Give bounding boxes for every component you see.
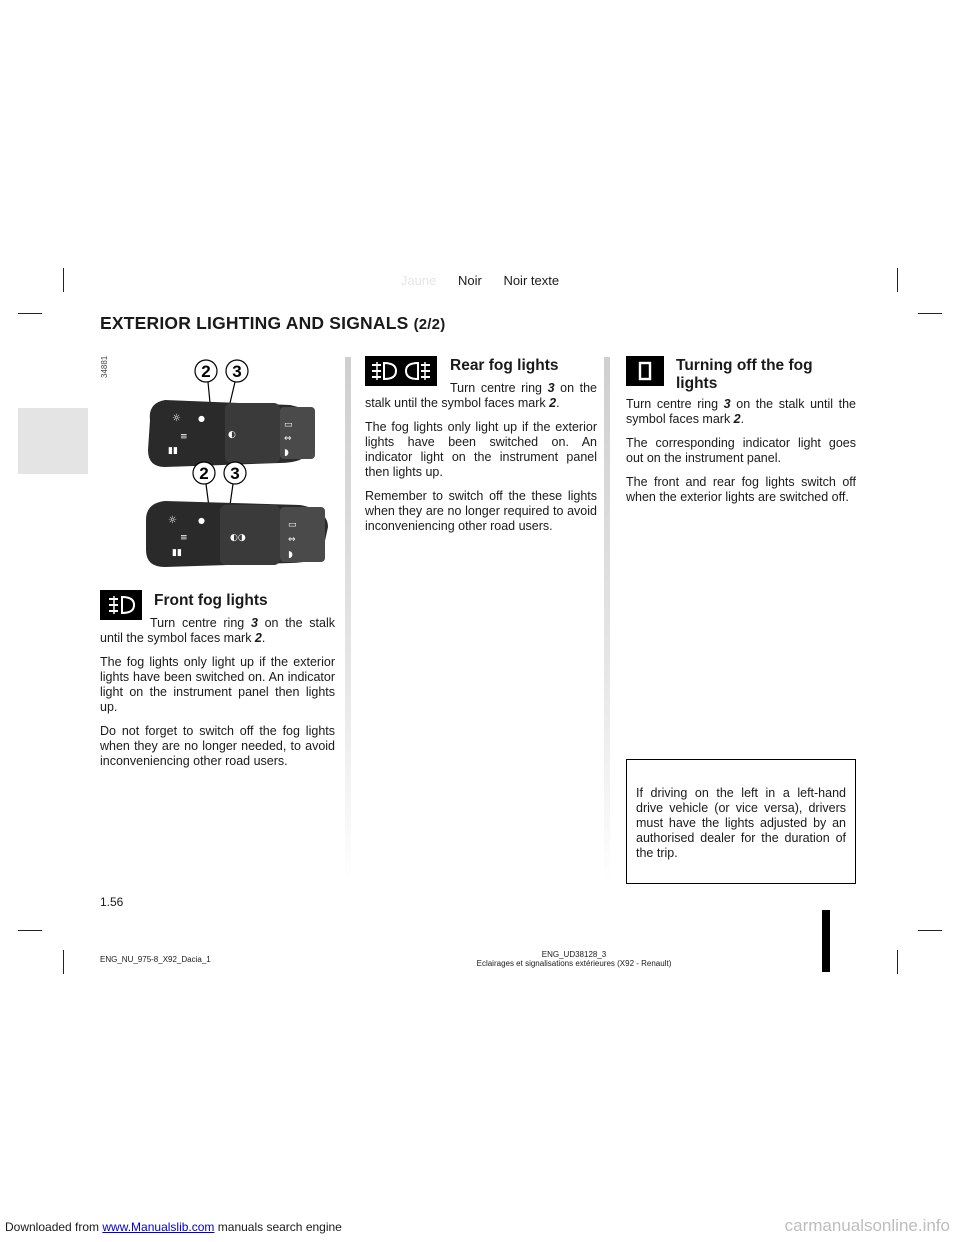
print-color-marks	[0, 273, 960, 288]
svg-text:⇔: ⇔	[288, 535, 296, 545]
svg-text:●: ●	[198, 414, 205, 423]
document-reference-left: ENG_NU_975-8_X92_Dacia_1	[100, 955, 211, 964]
note-text: If driving on the left in a left-hand drive vehicle (or vice versa), drivers must have the lights adjusted by an authorised dealer for the duration of the trip.	[636, 786, 846, 860]
rear-fog-p1: Turn centre ring 3 on the stalk until the symbol faces mark 2.	[365, 381, 597, 410]
svg-text:☼: ☼	[168, 515, 177, 526]
fog-off-icon	[626, 356, 664, 386]
color-mark-noir: Noir	[457, 273, 482, 288]
turning-off-p1: Turn centre ring 3 on the stalk until the symbol faces mark 2.	[626, 397, 856, 426]
svg-text:◐: ◐	[228, 430, 236, 440]
rear-fog-p2: The fog lights only light up if the exterior lights have been switched on. An indicator light on the instrument panel then lights up.	[365, 420, 597, 479]
svg-text:▮▮: ▮▮	[168, 446, 178, 456]
page-number: 1.56	[100, 895, 124, 909]
svg-text:▭: ▭	[284, 420, 293, 430]
watermark-prefix: Downloaded from	[5, 1220, 103, 1234]
turning-off-p2: The corresponding indicator light goes out on the instrument panel.	[626, 436, 856, 465]
download-watermark	[5, 1220, 342, 1234]
crop-mark	[897, 950, 898, 974]
front-fog-p2: The fog lights only light up if the exterior lights have been switched on. An indicator light on the instrument panel then lights up.	[100, 655, 335, 714]
crop-mark	[18, 930, 42, 931]
front-fog-p3: Do not forget to switch off the fog lights when they are no longer needed, to avoid inconveniencing other road users.	[100, 724, 335, 768]
rear-fog-body	[365, 381, 597, 543]
svg-text:≡: ≡	[180, 432, 188, 442]
svg-text:◗: ◗	[288, 550, 293, 560]
reference-title: Eclairages et signalisations extérieures (X92 - Renault)	[476, 959, 672, 968]
svg-text:≡: ≡	[180, 533, 188, 543]
svg-text:●: ●	[198, 516, 205, 525]
svg-text:▮▮: ▮▮	[172, 548, 182, 558]
svg-text:◗: ◗	[284, 448, 289, 458]
figure-code: 34881	[100, 355, 109, 378]
reference-code: ENG_UD38128_3	[541, 950, 607, 959]
svg-text:⇔: ⇔	[284, 434, 292, 444]
rear-fog-p3: Remember to switch off the these lights when they are no longer required to avoid inconveniencing other road users.	[365, 489, 597, 533]
color-mark-jaune: Jaune	[400, 273, 437, 288]
svg-text:◐◑: ◐◑	[230, 533, 246, 543]
document-reference-right	[474, 950, 674, 968]
page-title-main: EXTERIOR LIGHTING AND SIGNALS	[100, 313, 414, 333]
turning-off-heading: Turning off the fog lights	[676, 357, 813, 392]
note-box	[626, 759, 856, 884]
watermark-suffix: manuals search engine	[214, 1220, 342, 1234]
front-fog-p1: Turn centre ring 3 on the stalk until the symbol faces mark 2.	[100, 616, 335, 645]
page-title	[100, 313, 445, 334]
thumb-bar	[822, 910, 830, 972]
stalk-illustration	[140, 355, 340, 570]
site-watermark: carmanualsonline.info	[784, 1216, 950, 1235]
crop-mark	[918, 930, 942, 931]
color-mark-noir-texte: Noir texte	[503, 273, 560, 288]
front-fog-body	[100, 616, 335, 778]
crop-mark	[918, 313, 942, 314]
front-fog-heading: Front fog lights	[154, 592, 268, 609]
callout-label: 2	[199, 464, 209, 483]
svg-text:☼: ☼	[172, 413, 181, 424]
callout-label: 3	[230, 464, 240, 483]
section-tab	[18, 408, 88, 474]
column-divider	[345, 357, 351, 882]
crop-mark	[18, 313, 42, 314]
turning-off-p3: The front and rear fog lights switch off when the exterior lights are switched off.	[626, 475, 856, 504]
rear-fog-heading: Rear fog lights	[450, 357, 559, 374]
crop-mark	[63, 950, 64, 974]
callout-label: 2	[201, 362, 211, 381]
column-divider	[604, 357, 610, 882]
callout-label: 3	[232, 362, 242, 381]
turning-off-body	[626, 397, 856, 514]
manualslib-link[interactable]: www.Manualslib.com	[102, 1220, 215, 1234]
page-title-part: (2/2)	[413, 316, 446, 333]
svg-text:▭: ▭	[288, 520, 297, 530]
